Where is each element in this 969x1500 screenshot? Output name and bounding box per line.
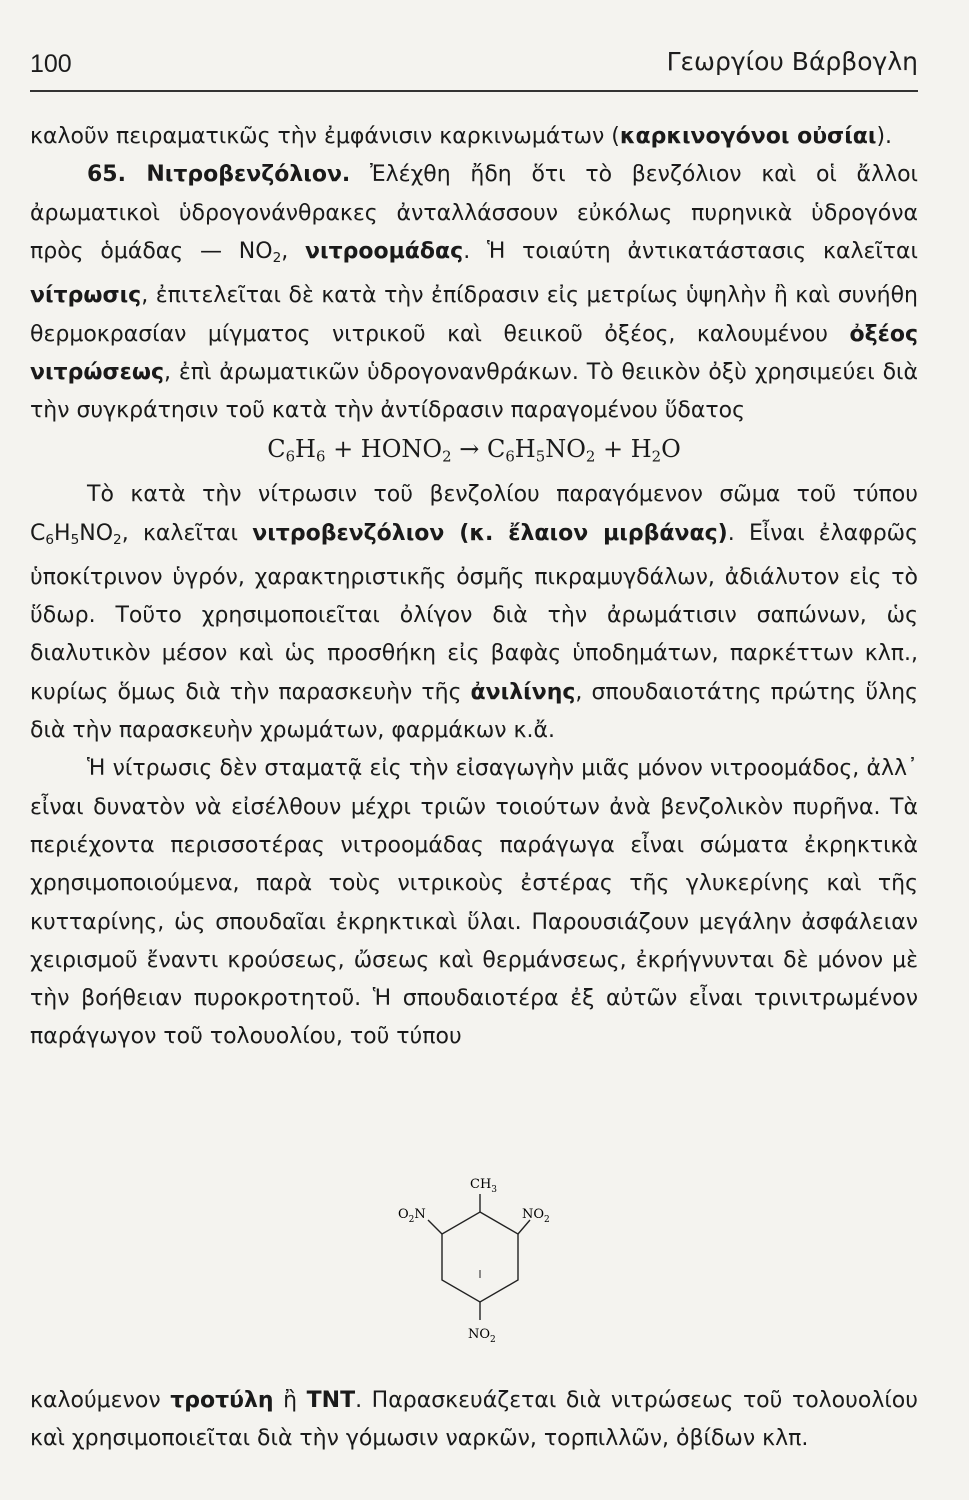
bold-term: νίτρωσις (30, 283, 142, 309)
bold-term: ὀξέος νιτρώσεως (30, 321, 918, 385)
header-rule (30, 90, 918, 92)
tnt-paragraph-block (30, 1382, 918, 1459)
tnt-structure-diagram (370, 1170, 590, 1348)
bold-term: ἀνιλίνης (470, 679, 576, 705)
methyl-group-label: $CH_3$ (470, 1177, 498, 1195)
explosives-paragraph: Ἡ νίτρωσις δὲν σταματᾷ εἰς τὴν εἰσαγωγὴν μιᾶς μόνον νιτροομάδος, ἀλλ᾽ εἶναι δυνατὸν νὰ εἰσέλθουν μέχρι τριῶν τοιούτων ἀνὰ βενζολικὸν πυρῆνα. Τὰ περιέχοντα περισσοτέρας νιτροομάδας παράγωγα εἶναι σώματα ἐκρηκτικὰ χρησιμοποιούμενα, παρὰ τοὺς νιτρικοὺς ἐστέρας τῆς γλυκερίνης καὶ τῆς κυτταρίνης, ὡς σπουδαῖαι ἐκρηκτικαὶ ὕλαι. Παρουσιάζουν μεγάλην ἀσφάλειαν χειρισμοῦ ἔναντι κρούσεως, ὤσεως καὶ θερμάνσεως, ἐκρήγνυνται δὲ μόνον μὲ τὴν βοήθειαν πυροκροτητοῦ. Ἡ σπουδαιοτέρα ἐξ αὐτῶν εἶναι τρινιτρωμένον παράγωγον τοῦ τολουολίου, τοῦ τύπου (30, 756, 918, 1050)
section-65-paragraph: 65. Νιτροβενζόλιον. Ἐλέχθη ἤδη ὅτι τὸ βενζόλιον καὶ οἱ ἄλλοι ἀρωματικοὶ ὑδρογονάνθρακες ἀνταλλάσσουν εὐκόλως πυρηνικὰ ὑδρογόνα πρὸς ὁμάδας — $NO_2$, νιτροομάδας. Ἡ τοιαύτη ἀντικατάστασις καλεῖται νίτρωσις, ἐπιτελεῖται δὲ κατὰ τὴν ἐπίδρασιν εἰς μετρίως ὑψηλὴν ἢ καὶ συνήθη θερμοκρασίαν μίγματος νιτρικοῦ καὶ θειικοῦ ὀξέος, καλουμένου ὀξέος νιτρώσεως, ἐπὶ ἀρωματικῶν ὑδρογονανθράκων. Τὸ θειικὸν ὀξὺ χρησιμεύει διὰ τὴν συγκράτησιν τοῦ κατὰ τὴν ἀντίδρασιν παραγομένου ὕδατος (30, 162, 919, 424)
body-text (30, 118, 918, 1057)
bold-term: καρκινογόνοι οὐσίαι (619, 124, 877, 149)
benzene-ring (442, 1212, 518, 1302)
bold-term: TNT (306, 1388, 356, 1413)
right-nitro-bond (518, 1220, 530, 1234)
bold-term: νιτροομάδας (305, 238, 464, 264)
left-nitro-bond (428, 1220, 442, 1234)
nitrobenzene-paragraph: Τὸ κατὰ τὴν νίτρωσιν τοῦ βενζολίου παραγόμενον σῶμα τοῦ τύπου $C_6H_5NO_2$, καλεῖται νιτροβενζόλιον (κ. ἔλαιον μιρβάνας). Εἶναι ἐλαφρῶς ὑποκίτρινον ὑγρόν, χαρακτηριστικῆς ὀσμῆς πικραμυγδάλων, ἀδιάλυτον εἰς τὸ ὕδωρ. Τοῦτο χρησιμοποιεῖται ὀλίγον διὰ τὴν ἀρωμάτισιν σαπώνων, ὡς διαλυτικὸν μέσον καὶ ὡς προσθήκη εἰς βαφὰς ὑποδημάτων, παρκέττων κλπ., κυρίως ὅμως διὰ τὴν παρασκευὴν τῆς ἀνιλίνης, σπουδαιοτάτης πρώτης ὕλης διὰ τὴν παρασκευὴν χρωμάτων, φαρμάκων κ.ἄ. (30, 482, 919, 744)
tnt-paragraph: καλούμενον τροτύλη ἢ TNT. Παρασκευάζεται διὰ νιτρώσεως τοῦ τολουολίου καὶ χρησιμοποιεῖται διὰ τὴν γόμωσιν ναρκῶν, τορπιλλῶν, ὀβίδων κλπ. (30, 1388, 918, 1452)
right-nitro-label: $NO_2$ (522, 1207, 550, 1225)
nitration-equation: $C_6H_6$ + $HONO_2 \to C_6H_5NO_2 + H_2O$ (267, 435, 681, 466)
section-heading: 65. Νιτροβενζόλιον. (87, 162, 351, 188)
reaction-arrow: → (451, 435, 487, 464)
bold-term: νιτροβενζόλιον (κ. ἔλαιον μιρβάνας) (252, 520, 728, 546)
page-number: 100 (30, 50, 72, 78)
bottom-nitro-label: $NO_2$ (468, 1327, 496, 1345)
bold-term: τροτύλη (170, 1388, 274, 1413)
page-header (30, 42, 918, 82)
paragraph-continuation: καλοῦν πειραματικῶς τὴν ἐμφάνισιν καρκινωμάτων (καρκινογόνοι οὐσίαι). (30, 124, 893, 149)
running-head: Γεωργίου Βάρβογλη (666, 47, 918, 76)
left-nitro-label: $O_2N$ (398, 1207, 426, 1225)
